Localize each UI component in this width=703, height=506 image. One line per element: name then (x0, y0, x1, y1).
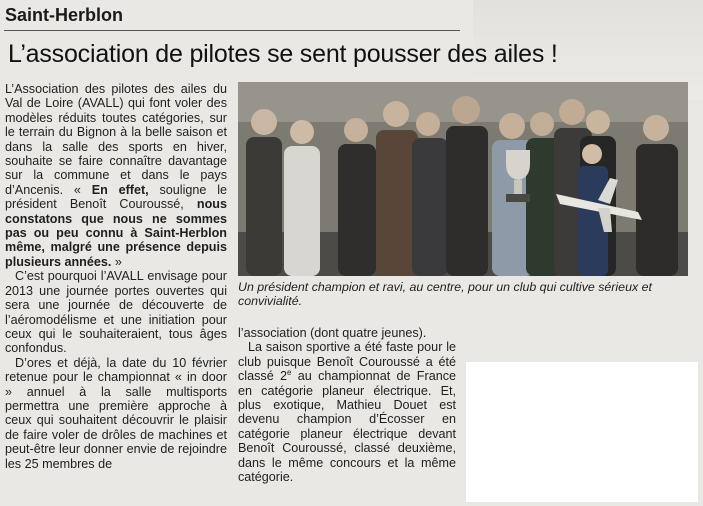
paragraph-4: l’association (dont quatre jeunes). (238, 326, 427, 340)
article-column-2 (238, 326, 456, 484)
group-photo-drawing (238, 82, 688, 276)
article-headline: L’association de pilotes se sent pousser des ailes ! (8, 40, 558, 68)
paragraph-2: C’est pourquoi l’AVALL envisage pour 2013 une journée portes ouvertes qui sera une journée de découverte de l’aéromodélisme et une initiation pour ceux qui le souhaiteraient, tous âges confondus. (5, 269, 227, 356)
photo-caption: Un président champion et ravi, au centre, pour un club qui cultive sérieux et convivialité. (238, 280, 652, 309)
heading-rule (4, 30, 460, 31)
locality-heading: Saint-Herblon (5, 5, 124, 25)
article-column-1 (5, 82, 227, 471)
blank-ad-space (466, 362, 698, 502)
paragraph-1: L’Association des pilotes des ailes du Val de Loire (AVALL) qui font voler des modèles réduits toutes catégories, sur le terrain du Bignon à la belle saison et dans la salle des sports en hiver, souhaite se faire connaître davantage sur la commune et dans le pays d’Ancenis. « En effet, souligne le président Benoît Couroussé, nous constatons que nous ne sommes pas ou peu connu à Saint-Herblon même, malgré une présence depuis plusieurs années. » (5, 82, 227, 269)
group-photo (238, 82, 688, 276)
paragraph-3: D’ores et déjà, la date du 10 février retenue pour le championnat « in door » annuel à la salle multisports permettra une première approche à ceux qui souhaitent découvrir le plaisir de faire voler de drôles de machines et peut-être leur donner envie de rejoindre les 25 membres de (5, 355, 227, 471)
paragraph-5: La saison sportive a été faste pour le club puisque Benoît Couroussé a été classé 2e au championnat de France en catégorie planeur électrique. Et, plus exotique, Mathieu Douet est devenu champion d’Écosser en catégorie planeur électrique devant Benoît Couroussé, classé deuxième, dans le même concours et la même catégorie. (238, 340, 457, 485)
